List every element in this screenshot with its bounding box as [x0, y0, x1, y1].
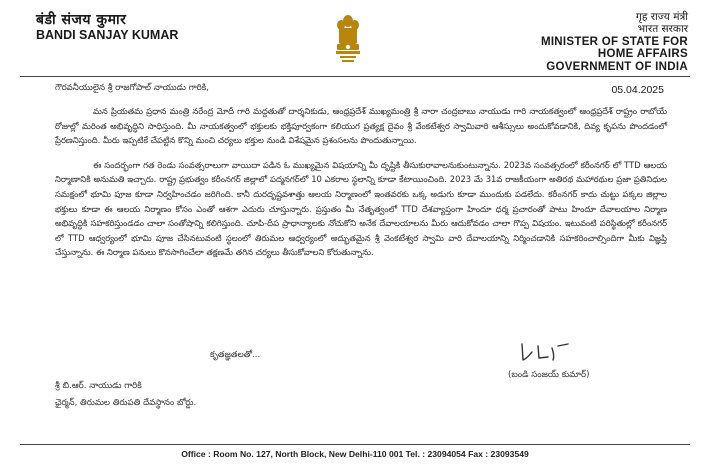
sender-name-block [36, 12, 178, 42]
recipient-name: శ్రీ బి.ఆర్. నాయుడు గారికి [55, 381, 142, 391]
header-divider [20, 76, 690, 77]
signature-image [518, 340, 572, 364]
signatory-name: (బండి సంజయ్ కుమార్) [508, 370, 590, 380]
sender-name-english: BANDI SANJAY KUMAR [36, 28, 179, 43]
closing: కృతజ్ఞతలతో... [210, 350, 261, 360]
recipient-block [55, 378, 196, 412]
footer-divider [20, 444, 690, 445]
sender-name-hindi: बंडी संजय कुमार [36, 12, 127, 28]
recipient-designation: ఛైర్మన్, తిరుమల తిరుపతి దేవస్థానం బోర్డు. [55, 398, 197, 408]
paragraph-1: మన ప్రియతమ ప్రధాన మంత్రి నరేంద్ర మోదీ గారి మద్దతుతో దార్శనికుడు, ఆంధ్రప్రదేశ్ ముఖ్యమంత్రి శ్రీ నారా చంద్రబాబు నాయుడు గారి నాయకత్వంలో ఆంధ్రప్రదేశ్ రాష్ట్రం రాబోయే రోజుల్లో మరింత అభివృద్ధిని సాధిస్తుంది. మీ నాయకత్వంలో భక్తులకు భక్తిపూర్వకంగా కలియుగ ప్రత్యక్ష దైవం శ్రీ వేంకటేశ్వర స్వామివారి ఆశీస్సులు అందుకోవడానికి, దివ్య కృపను పొందడంలో ప్రేరణనిస్తుంది. మీరు ఇప్పటికే చేపట్టిన కొన్ని మంచి చర్యలు భక్తుల నుండి విశేషమైన ప్రశంసలను పొందుతున్నాయి. [55, 106, 667, 146]
letter-body [55, 104, 667, 270]
salutation: గౌరవనీయులైన శ్రీ రాజగోపాల్ నాయుడు గారికి, [55, 83, 209, 93]
office-title-block [541, 12, 688, 74]
office-title-hindi-1: गृह राज्य मंत्री [635, 11, 688, 23]
paragraph-2: ఈ సందర్భంగా గత రెండు సంవత్సరాలుగా వాయిదా పడిన ఓ ముఖ్యమైన విషయాన్ని మీ దృష్టికి తీసుకురావాలనుకుంటున్నాను. 2023వ సంవత్సరంలో కరీంనగర్ లో TTD ఆలయ నిర్మాణానికి అనుమతి ఇచ్చారు. రాష్ట్ర ప్రభుత్వం కరీంనగర్ జిల్లాలో పద్మనగర్‌లో 10 ఎకరాల స్థలాన్ని కూడా కేటాయించింది. 2023 మే 31వ రాజకీయంగా అతిరథ మహారథుల ప్రజా ప్రతినిధుల సమక్షంలో భూమి పూజ కూడా నిర్వహించడం జరిగింది. కానీ దురదృష్టవశాత్తు ఆలయ నిర్మాణంలో ఇంతవరకు ఒక్క అడుగు కూడా ముందుకు పడలేదు. కరీంనగర్ కాదు చుట్టు పక్కల జిల్లాల భక్తులు కూడా ఈ ఆలయ నిర్మాణం కోసం ఎంతో ఆశగా ఎదురు చూస్తున్నారు. ప్రస్తుతం మీ నేతృత్వంలో TTD దేశవ్యాప్తంగా హిందూ ధర్మ ప్రచారంతో పాటు హిందూ దేవాలయాల నిర్మాణ అభివృద్ధికి సహకరిస్తుండడం చాలా సంతోషాన్ని కలిగిస్తుంది. చూపి-దీప ప్రాధాన్యాలకు నోచుకోని అనేక దేవాలయాలను మీరు ఆదుకోవడం చాలా గొప్ప విషయం. ఇటువంటి పరిస్థితుల్లో కరీంనగర్ లో TTD ఆధ్వర్యంలో భూమి పూజ చేసినటువంటి స్థలంలో తిరుమల ఆధ్వర్యంలో అద్భుతమైన శ్రీ వెంకటేశ్వర స్వామి వారి దేవాలయాన్ని నిర్మించడానికి సహకరించాల్సిందిగా మీకు విజ్ఞప్తి చేస్తున్నాను. ఈ నిర్మాణ పనులు కొనసాగించేలా తక్షణమే తగిన చర్యలు తీసుకోవాలని కోరుతున్నాను. [55, 159, 667, 258]
office-title-english-2: HOME AFFAIRS [597, 48, 688, 61]
national-emblem-icon [333, 12, 363, 70]
office-title-english-1: MINISTER OF STATE FOR [540, 35, 688, 48]
office-title-hindi-2: भारत सरकार [637, 22, 688, 35]
letter-date: 05.04.2025 [611, 84, 664, 96]
footer-address: Office : Room No. 127, North Block, New Delhi-110 001 Tel. : 23094054 Fax : 23093549 [181, 449, 529, 459]
office-title-english-3: GOVERNMENT OF INDIA [546, 61, 688, 74]
